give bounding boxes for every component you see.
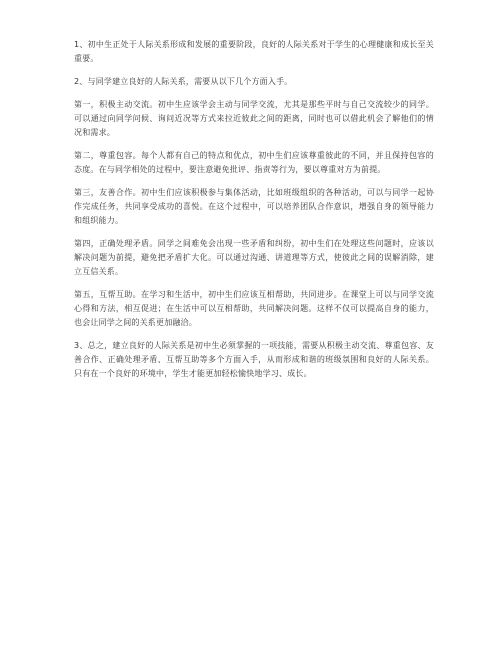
paragraph-overview: 2、与同学建立良好的人际关系，需要从以下几个方面入手。	[74, 77, 293, 86]
paragraph-point-4: 第四，正确处理矛盾。同学之间难免会出现一些矛盾和纠纷，初中生们在处理这些问题时，应该以解决问题为前提，避免把矛盾扩大化。可以通过沟通、讲道理等方式，使彼此之间的误解消除，建立互信关系。	[74, 239, 434, 276]
paragraph-conclusion: 3、总之，建立良好的人际关系是初中生必须掌握的一项技能，需要从积极主动交流、尊重包容、友善合作、正确处理矛盾、互帮互助等多个方面入手，从而形成和谐的班级氛围和良好的人际关系。只有在一个良好的环境中，学生才能更加轻松愉快地学习、成长。	[74, 341, 434, 378]
paragraph-intro: 1、初中生正处于人际关系形成和发展的重要阶段，良好的人际关系对于学生的心理健康和成长至关重要。	[74, 40, 434, 63]
paragraph-point-1: 第一，积极主动交流。初中生应该学会主动与同学交流，尤其是那些平时与自己交流较少的同学。可以通过向同学问候、询问近况等方式来拉近彼此之间的距离，同时也可以借此机会了解他们的情况和需求。	[74, 100, 434, 137]
paragraph-point-5: 第五，互帮互助。在学习和生活中，初中生们应该互相帮助，共同进步。在课堂上可以与同学交流心得和方法，相互促进；在生活中可以互相帮助，共同解决问题。这样不仅可以提高自身的能力，也会让同学之间的关系更加融洽。	[74, 290, 434, 327]
paragraph-point-2: 第二，尊重包容。每个人都有自己的特点和优点，初中生们应该尊重彼此的不同，并且保持包容的态度。在与同学相处的过程中，要注意避免批评、指责等行为，要以尊重对方为前提。	[74, 151, 434, 174]
paragraph-point-3: 第三，友善合作。初中生们应该积极参与集体活动，比如班级组织的各种活动，可以与同学一起协作完成任务，共同享受成功的喜悦。在这个过程中，可以培养团队合作意识，增强自身的领导能力和组织能力。	[74, 188, 434, 225]
document-body	[74, 38, 434, 390]
